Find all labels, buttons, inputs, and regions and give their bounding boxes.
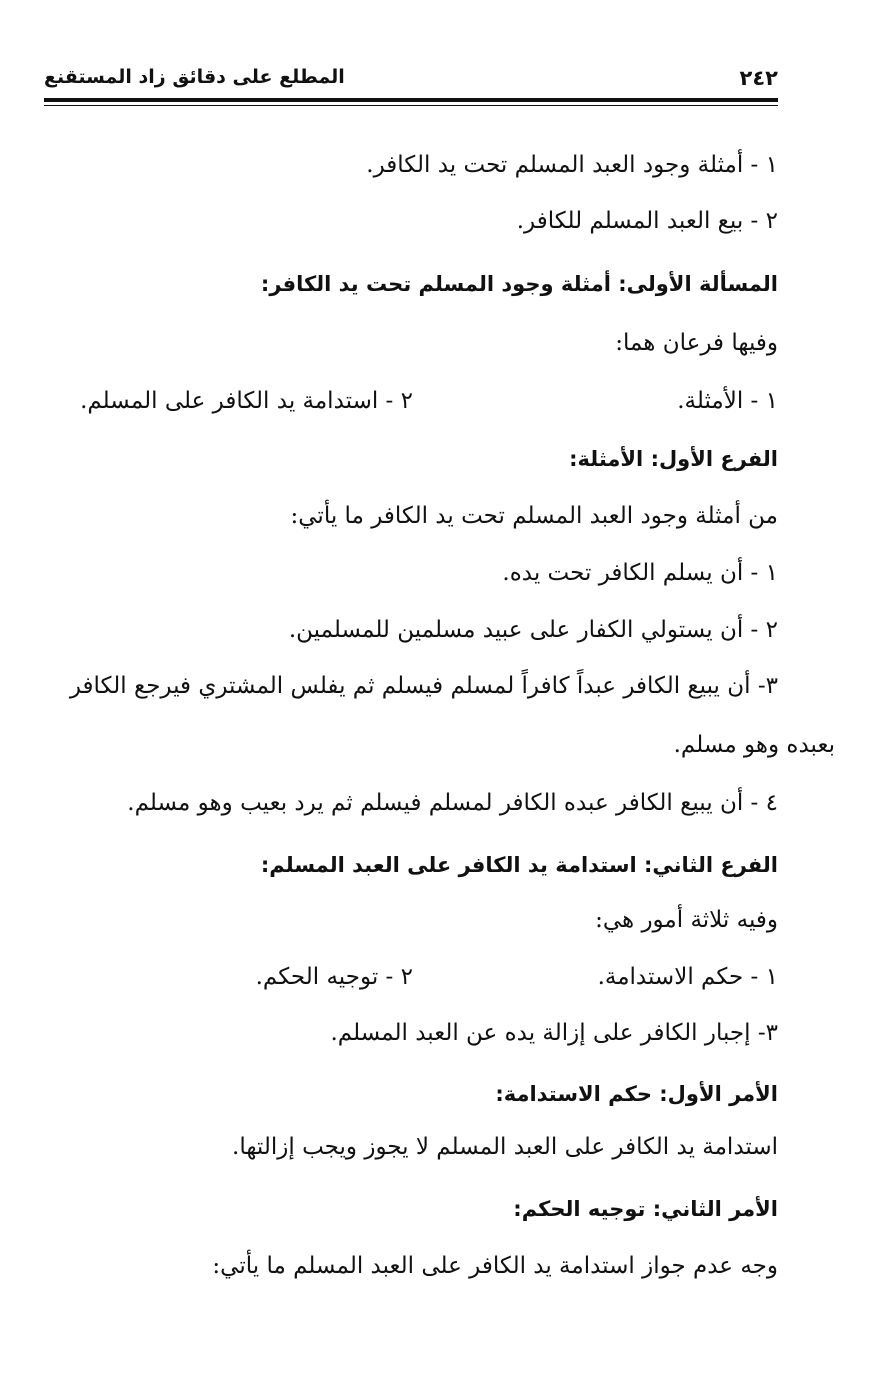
list-item: ٤ - أن يبيع الكافر عبده الكافر لمسلم فيسلم ثم يرد بعيب وهو مسلم.: [127, 790, 778, 816]
subsection-heading: الأمر الثاني: توجيه الحكم:: [513, 1197, 778, 1221]
section-heading: المسألة الأولى: أمثلة وجود المسلم تحت يد الكافر:: [260, 272, 778, 296]
subsection-heading: الفرع الأول: الأمثلة:: [569, 447, 778, 471]
list-item: ١ - أن يسلم الكافر تحت يده.: [502, 560, 778, 586]
paragraph: وفيها فرعان هما:: [615, 330, 778, 356]
list-item: ١ - الأمثلة.: [677, 388, 778, 414]
list-item: ١ - أمثلة وجود العبد المسلم تحت يد الكافر.: [366, 152, 778, 178]
paragraph: وفيه ثلاثة أمور هي:: [595, 907, 778, 933]
page-number: ٢٤٢: [739, 66, 778, 90]
list-item: ٢ - توجيه الحكم.: [255, 964, 413, 990]
list-item-continuation: بعبده وهو مسلم.: [673, 732, 835, 758]
list-item: ٢ - استدامة يد الكافر على المسلم.: [80, 388, 413, 414]
list-item: ٢ - أن يستولي الكفار على عبيد مسلمين للمسلمين.: [288, 617, 778, 643]
list-item: ٣- أن يبيع الكافر عبداً كافراً لمسلم فيسلم ثم يفلس المشتري فيرجع الكافر: [69, 673, 778, 699]
subsection-heading: الفرع الثاني: استدامة يد الكافر على العبد المسلم:: [260, 853, 778, 877]
paragraph: استدامة يد الكافر على العبد المسلم لا يجوز ويجب إزالتها.: [232, 1134, 778, 1160]
paragraph: من أمثلة وجود العبد المسلم تحت يد الكافر ما يأتي:: [290, 503, 778, 529]
list-item: ١ - حكم الاستدامة.: [597, 964, 778, 990]
page-header: [44, 66, 778, 96]
paragraph: وجه عدم جواز استدامة يد الكافر على العبد المسلم ما يأتي:: [212, 1253, 778, 1279]
list-item: ٣- إجبار الكافر على إزالة يده عن العبد المسلم.: [330, 1020, 778, 1046]
list-item: ٢ - بيع العبد المسلم للكافر.: [516, 208, 778, 234]
running-title: المطلع على دقائق زاد المستقنع: [44, 66, 345, 88]
header-rule-thin: [44, 105, 778, 106]
subsection-heading: الأمر الأول: حكم الاستدامة:: [495, 1082, 778, 1106]
header-rule-thick: [44, 98, 778, 102]
